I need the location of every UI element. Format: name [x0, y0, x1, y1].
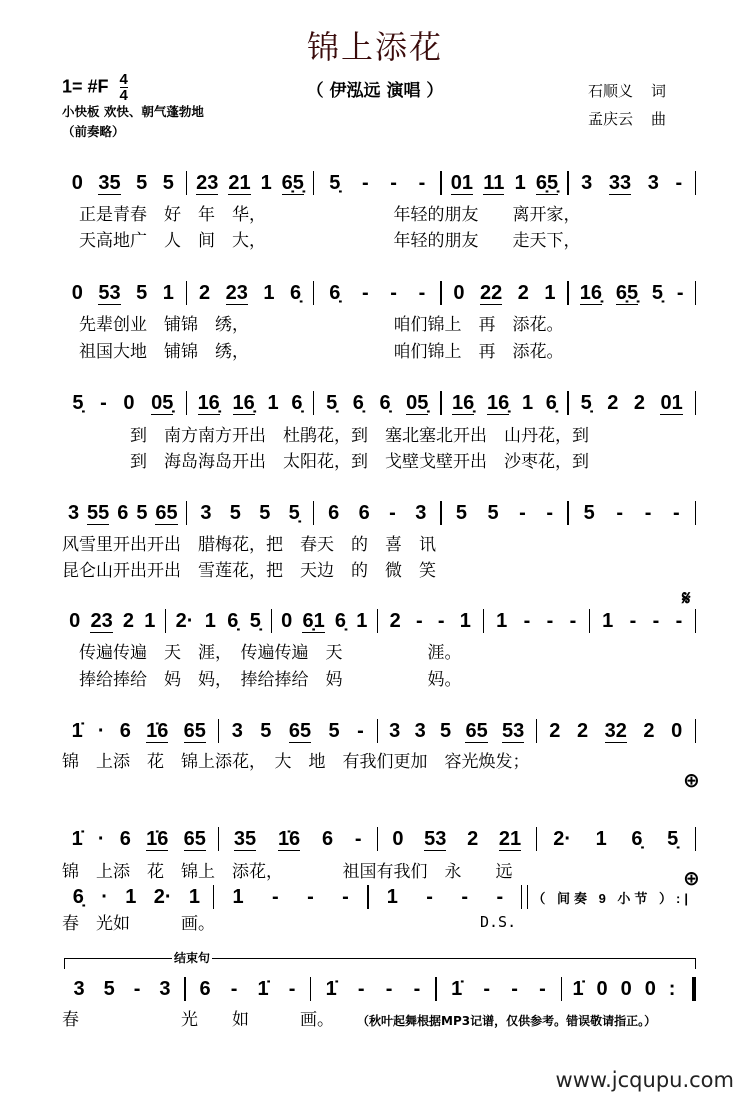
- coda-sign: ⊕: [683, 768, 700, 792]
- measure: [219, 720, 377, 743]
- measure: [314, 172, 440, 194]
- notes-line: [60, 826, 696, 852]
- note: 5: [328, 720, 340, 742]
- note: 5: [103, 978, 115, 1000]
- key-text: 1= #F: [62, 76, 109, 97]
- interlude-note: （ 间奏 9 小节 ）:|: [532, 890, 692, 906]
- measure: [219, 828, 377, 851]
- note: -: [418, 282, 426, 304]
- note: 1: [162, 282, 174, 304]
- note: 1̇: [451, 978, 463, 1000]
- lyric-line: 到 南方南方开出 杜鹃花，到 塞北塞北开出 山丹花，到: [62, 426, 589, 446]
- note: -: [644, 502, 652, 524]
- note: -: [385, 978, 393, 1000]
- note: 23: [196, 171, 219, 194]
- note: 0: [596, 978, 608, 1000]
- note: 1: [356, 610, 368, 632]
- note: 0: [123, 392, 135, 414]
- note: 5̣: [580, 392, 592, 414]
- note: -: [629, 610, 637, 632]
- lyric-line: 锦 上添 花 锦上添花， 大 地 有我们更加 容光焕发；: [62, 752, 530, 772]
- measure: [378, 610, 483, 632]
- note: 5: [136, 172, 148, 194]
- note: 6: [119, 828, 131, 850]
- note: 1: [125, 886, 137, 908]
- note: -: [652, 610, 660, 632]
- note: 6̣: [334, 610, 347, 632]
- note: 22: [480, 281, 503, 304]
- note: 16̣: [451, 391, 475, 414]
- note: -: [357, 720, 364, 742]
- note: 3: [73, 978, 85, 1000]
- note: 2: [576, 720, 589, 742]
- note: 2: [467, 828, 479, 850]
- note: ·: [97, 720, 105, 742]
- note: 11: [483, 171, 505, 194]
- note: 65: [465, 719, 488, 742]
- note: 6̣5̣: [535, 171, 559, 194]
- site-watermark: www.jcqupu.com: [555, 1068, 734, 1092]
- note: -: [413, 978, 421, 1000]
- lyric-line: 先辈创业 铺锦 绣， 咱们锦上 再 添花。: [62, 315, 564, 335]
- note: 6̣1: [302, 609, 325, 632]
- lyricist-credit: [588, 80, 666, 101]
- note: 5̣: [72, 392, 84, 414]
- note: 2: [122, 610, 135, 632]
- key-signature: [62, 72, 128, 103]
- lyric-line: 传遍传遍 天 涯， 传遍传遍 天 涯。: [62, 643, 462, 663]
- measure: [187, 282, 313, 305]
- note: 5: [136, 502, 148, 524]
- note: ·: [101, 886, 108, 908]
- note: 3: [231, 720, 243, 742]
- measure: [60, 828, 218, 851]
- note: -: [418, 172, 426, 194]
- coda-sign-2: ⊕: [683, 866, 700, 890]
- note: 6: [117, 502, 129, 524]
- note: 1: [232, 886, 244, 908]
- measure: [537, 828, 695, 850]
- measure: [187, 392, 313, 415]
- composer-credit: [588, 108, 666, 129]
- notes-line: [60, 976, 696, 1002]
- note: 3: [200, 502, 212, 524]
- notes-line: [60, 608, 696, 634]
- note: 1̇6: [277, 827, 301, 850]
- note: 16̣: [486, 391, 510, 414]
- note: -: [288, 978, 296, 1000]
- notes-line: [60, 718, 696, 744]
- note: 23: [90, 609, 113, 632]
- note: 1: [188, 886, 201, 908]
- note: 3: [159, 978, 171, 1000]
- note: -: [361, 172, 369, 194]
- measure: [60, 392, 186, 415]
- lyric-line: 风雪里开出开出 腊梅花，把 春天 的 喜 讯: [62, 535, 436, 555]
- note: 6: [321, 828, 334, 850]
- note: 6: [119, 720, 131, 742]
- transcription-note: （秋叶起舞根据MP3记谱，仅供参考。错误敬请指正。）: [357, 1014, 657, 1028]
- note: 01: [450, 171, 473, 194]
- measure: [60, 978, 184, 1000]
- lyricist-name: 石顺义: [588, 82, 634, 100]
- note: 0: [644, 978, 656, 1000]
- song-title: 锦上添花: [306, 28, 443, 66]
- lyricist-role: 词: [651, 82, 667, 100]
- note: 5: [162, 172, 174, 194]
- notes-line: [60, 280, 696, 306]
- note: 2·: [175, 610, 194, 632]
- notes-line: [60, 500, 696, 526]
- note: 6̣: [352, 392, 364, 414]
- note: 0: [453, 282, 465, 304]
- note: -: [100, 392, 107, 414]
- note: 01: [660, 391, 683, 414]
- note: 1: [459, 610, 471, 632]
- measure: [314, 502, 440, 524]
- note: -: [523, 610, 531, 632]
- note: 1̇: [257, 978, 269, 1000]
- note: 5: [260, 720, 272, 742]
- note: 21: [498, 827, 522, 850]
- note: 3: [414, 720, 426, 742]
- note: 0: [69, 610, 81, 632]
- measure: [187, 172, 313, 195]
- note: -: [415, 610, 423, 632]
- measure: [590, 610, 695, 632]
- composer-role: 曲: [651, 110, 667, 128]
- note: -: [546, 610, 554, 632]
- note: -: [511, 978, 518, 1000]
- tempo-marking: 小快板 欢快、朝气蓬勃地: [62, 104, 204, 119]
- note: -: [342, 886, 349, 908]
- note: 16̣: [579, 281, 602, 304]
- note: 6: [358, 502, 370, 524]
- measure: [442, 502, 568, 524]
- dal-segno: D.S.: [480, 913, 517, 931]
- note: 2: [643, 720, 655, 742]
- note: 65: [183, 719, 206, 742]
- note: 1̇: [71, 828, 83, 850]
- measure: [187, 502, 313, 524]
- note: 5: [583, 502, 595, 524]
- note: 53: [424, 827, 447, 850]
- note: 2: [389, 610, 401, 632]
- note: 5̣: [288, 502, 300, 524]
- end-bar-line: [695, 391, 697, 415]
- note: 5̣: [651, 282, 664, 304]
- end-bar-line: [695, 281, 697, 305]
- measure: [186, 978, 310, 1000]
- note: ·: [97, 828, 105, 850]
- measure: [272, 610, 377, 633]
- lyric-line: 天高地广 人 间 大， 年轻的朋友 走天下，: [62, 231, 581, 251]
- measure: [437, 978, 561, 1000]
- note: :: [668, 978, 676, 1000]
- lyric-line: 到 海岛海岛开出 太阳花，到 戈壁戈壁开出 沙枣花，到: [62, 452, 589, 472]
- note: 1: [544, 282, 556, 304]
- time-signature: [120, 72, 128, 103]
- lyric-line: 捧给捧给 妈 妈， 捧给捧给 妈 妈。: [62, 670, 462, 690]
- measure: [166, 610, 271, 632]
- note: 1: [267, 392, 279, 414]
- note: 53: [98, 281, 121, 304]
- lyric-line: 春 光 如 画。: [62, 1010, 334, 1030]
- lyric-line: 祖国大地 铺锦 绣， 咱们锦上 再 添花。: [62, 342, 564, 362]
- note: 65: [183, 827, 206, 850]
- note: -: [546, 502, 553, 524]
- note: 0: [71, 172, 83, 194]
- end-bar-line: [686, 977, 696, 1001]
- note: 2: [198, 282, 211, 304]
- time-bottom: 4: [119, 87, 128, 104]
- note: 1: [144, 610, 156, 632]
- note: 2: [607, 392, 619, 414]
- note: 35: [233, 827, 257, 850]
- note: -: [616, 502, 624, 524]
- note: -: [676, 282, 684, 304]
- note: 1: [602, 610, 614, 632]
- note: 0: [671, 720, 683, 742]
- note: 5: [440, 720, 452, 742]
- note: -: [390, 282, 397, 304]
- note: -: [361, 282, 369, 304]
- composer-name: 孟庆云: [588, 110, 634, 128]
- note: -: [519, 502, 526, 524]
- end-bar-line: [521, 885, 528, 909]
- note: 1̇: [325, 978, 337, 1000]
- note: 1: [514, 172, 526, 194]
- note: 5: [455, 502, 467, 524]
- lyric-line: 锦 上添 花 锦上 添花， 祖国有我们 永 远: [62, 862, 513, 882]
- note: 05̣: [406, 391, 429, 414]
- note: -: [230, 978, 238, 1000]
- note: -: [673, 502, 680, 524]
- measure: [442, 282, 568, 305]
- note: 6̣: [545, 392, 557, 414]
- note: 05̣: [151, 391, 174, 414]
- end-bar-line: [695, 501, 697, 525]
- measure: [562, 978, 686, 1000]
- note: -: [569, 610, 577, 632]
- note: 0: [71, 282, 83, 304]
- note: 16̣: [197, 391, 220, 414]
- note: 1̇6: [146, 827, 169, 850]
- note: 23: [225, 281, 248, 304]
- note: 2: [517, 282, 529, 304]
- lyric-line: 昆仑山开出开出 雪莲花，把 天边 的 微 笑: [62, 561, 436, 581]
- note: -: [437, 610, 445, 632]
- note: 3: [389, 720, 401, 742]
- measure: [60, 610, 165, 633]
- time-top: 4: [119, 71, 128, 88]
- measure: [314, 282, 440, 304]
- measure: [378, 828, 536, 851]
- note: 55: [87, 501, 110, 524]
- measure: [311, 978, 435, 1000]
- note: -: [539, 978, 546, 1000]
- measure: [484, 610, 589, 632]
- note: 6: [328, 502, 340, 524]
- note: 1̇6: [146, 719, 169, 742]
- note: 3: [415, 502, 427, 524]
- note: 6̣: [290, 282, 302, 304]
- end-bar-line: [695, 609, 697, 633]
- lyric-line: 正是青春 好 年 华， 年轻的朋友 离开家，: [62, 205, 581, 225]
- note: 1̇: [71, 720, 83, 742]
- note: 5: [487, 502, 499, 524]
- measure: [60, 720, 218, 743]
- note: -: [389, 502, 396, 524]
- note: 1: [521, 392, 534, 414]
- notes-line: [60, 170, 696, 196]
- note: 6̣: [72, 886, 84, 908]
- note: -: [483, 978, 491, 1000]
- note: 35: [98, 171, 121, 194]
- note: -: [461, 886, 469, 908]
- measure: [60, 172, 186, 195]
- note: 1: [595, 828, 607, 850]
- note: -: [133, 978, 141, 1000]
- measure: [60, 502, 186, 525]
- ending-bracket: [64, 958, 696, 969]
- note: -: [675, 610, 683, 632]
- note: 2·: [553, 828, 572, 850]
- measure: [378, 720, 536, 743]
- note: 5: [136, 282, 148, 304]
- note: 0: [392, 828, 404, 850]
- note: 5: [259, 502, 271, 524]
- segno-sign: 𝄋: [682, 586, 691, 610]
- note: 5̣: [329, 172, 341, 194]
- note: 0: [281, 610, 293, 632]
- measure: [569, 392, 695, 415]
- lyric-line: 春 光如 画。: [62, 914, 215, 934]
- measure: [442, 392, 568, 415]
- end-bar-line: [695, 827, 697, 851]
- note: 53: [502, 719, 525, 742]
- note: -: [675, 172, 683, 194]
- note: 1: [263, 282, 275, 304]
- note: -: [390, 172, 397, 194]
- note: 6̣: [227, 610, 239, 632]
- note: 65: [155, 501, 178, 524]
- note: 33: [608, 171, 632, 194]
- measure: [537, 720, 695, 743]
- notes-line: [60, 884, 696, 910]
- note: 5: [229, 502, 241, 524]
- note: 2: [549, 720, 561, 742]
- end-bar-line: [695, 171, 697, 195]
- ending-label: 结束句: [174, 951, 211, 965]
- note: 1: [204, 610, 216, 632]
- note: 6̣5̣: [281, 171, 304, 194]
- note: -: [426, 886, 433, 908]
- note: 32: [604, 719, 627, 742]
- measure: [569, 172, 695, 195]
- note: 5̣: [249, 610, 261, 632]
- note: -: [272, 886, 279, 908]
- measure: [214, 886, 367, 908]
- note: 2: [633, 392, 645, 414]
- note: 6̣5̣: [615, 281, 639, 304]
- measure: [442, 172, 568, 195]
- note: 6: [199, 978, 211, 1000]
- note: 5̣: [326, 392, 338, 414]
- note: 1: [496, 610, 508, 632]
- notes-line: [60, 390, 696, 416]
- intro-note: （前奏略）: [62, 124, 125, 139]
- note: 1̇: [572, 978, 584, 1000]
- note: 1: [260, 172, 272, 194]
- measure: [369, 886, 522, 908]
- measure: [569, 282, 695, 305]
- note: 6̣: [631, 828, 643, 850]
- note: 3: [581, 172, 593, 194]
- note: 2·: [153, 886, 172, 908]
- note: 5̣: [667, 828, 679, 850]
- note: -: [307, 886, 314, 908]
- note: 3: [647, 172, 659, 194]
- note: 16̣: [232, 391, 255, 414]
- note: 6̣: [291, 392, 303, 414]
- note: 0: [620, 978, 632, 1000]
- note: 6̣: [379, 392, 391, 414]
- note: 6̣: [329, 282, 341, 304]
- note: -: [496, 886, 504, 908]
- note: -: [357, 978, 365, 1000]
- note: 1: [386, 886, 398, 908]
- end-bar-line: [695, 719, 697, 743]
- note: 21: [228, 171, 251, 194]
- measure: [569, 502, 695, 524]
- note: -: [354, 828, 362, 850]
- measure: [60, 282, 186, 305]
- singer-credit: （ 伊泓远 演唱 ）: [306, 81, 444, 101]
- measure: [60, 886, 213, 908]
- note: 65: [288, 719, 312, 742]
- note: 3: [67, 502, 80, 524]
- measure: [314, 392, 440, 415]
